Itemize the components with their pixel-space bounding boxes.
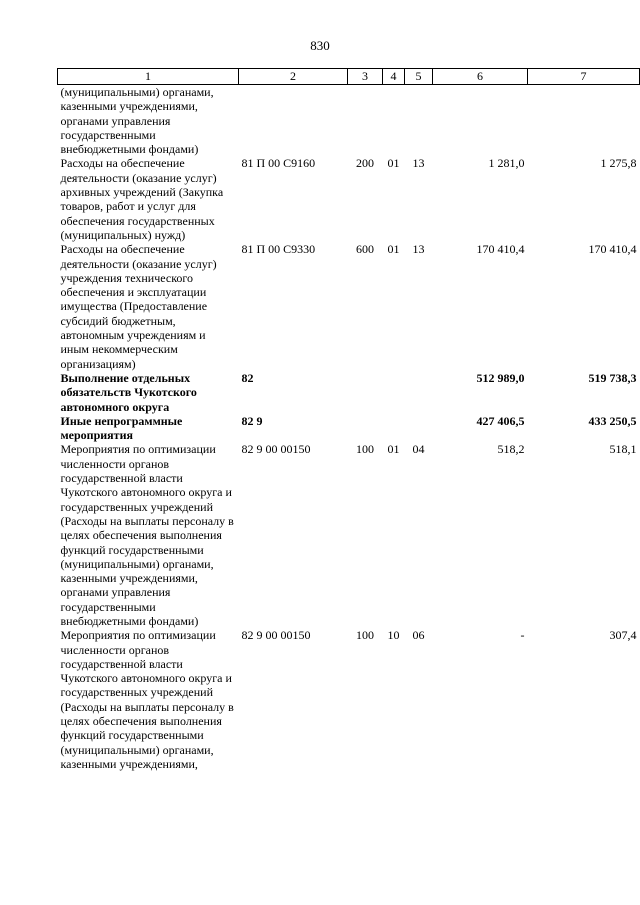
table-row bbox=[58, 242, 640, 371]
table-row bbox=[58, 371, 640, 414]
amount-col-7: 1 275,8 bbox=[600, 156, 637, 171]
expense-type-code bbox=[348, 371, 383, 414]
amount-col-7: 519 738,3 bbox=[588, 370, 637, 385]
expense-name: Выполнение отдельных обязательств Чукотского автономного округа bbox=[60, 370, 197, 414]
page-number: 830 bbox=[310, 38, 330, 53]
subsection-code: 06 bbox=[412, 628, 425, 643]
header-col-3: 3 bbox=[348, 69, 383, 85]
target-article-code: 81 П 00 С9160 bbox=[241, 156, 316, 171]
section-code bbox=[383, 414, 405, 443]
section-code: 01 bbox=[387, 156, 400, 171]
amount-col-6 bbox=[433, 85, 528, 157]
expense-type-code bbox=[348, 85, 383, 157]
target-article-code: 82 9 00 00150 bbox=[241, 442, 311, 457]
header-row bbox=[58, 69, 640, 85]
subsection-code: 13 bbox=[412, 156, 425, 171]
budget-table bbox=[57, 68, 640, 771]
expense-name: Иные непрограммные мероприятия bbox=[60, 413, 183, 443]
subsection-code bbox=[405, 85, 433, 157]
amount-col-6: 427 406,5 bbox=[476, 413, 525, 428]
header-col-7: 7 bbox=[528, 69, 640, 85]
section-code bbox=[383, 85, 405, 157]
expense-type-code: 200 bbox=[356, 156, 374, 171]
expense-type-code: 100 bbox=[356, 442, 374, 457]
amount-col-6: 170 410,4 bbox=[476, 242, 525, 257]
amount-col-7: 170 410,4 bbox=[588, 242, 637, 257]
table-row bbox=[58, 628, 640, 771]
section-code bbox=[383, 371, 405, 414]
amount-col-6: 518,2 bbox=[497, 442, 525, 457]
section-code: 01 bbox=[387, 242, 400, 257]
amount-col-6: 512 989,0 bbox=[476, 370, 525, 385]
header-col-5: 5 bbox=[405, 69, 433, 85]
target-article-code: 81 П 00 С9330 bbox=[241, 242, 316, 257]
amount-col-6: 1 281,0 bbox=[488, 156, 525, 171]
amount-col-7: 518,1 bbox=[609, 442, 637, 457]
expense-name: Мероприятия по оптимизации численности органов государственной власти Чукотского автономного округа и государственных учреждений (Расходы на выплаты персоналу в целях обеспечения выполнения функций государственными (муниципальными) органами, казенными учреждениями, органами управления государственными внебюджетными фондами) bbox=[60, 442, 234, 628]
expense-name: Мероприятия по оптимизации численности органов государственной власти Чукотского автономного округа и государственных учреждений (Расходы на выплаты персоналу в целях обеспечения выполнения функций государственными (муниципальными) органами, казенными учреждениями, bbox=[60, 628, 234, 771]
header-col-2: 2 bbox=[239, 69, 348, 85]
expense-name: Расходы на обеспечение деятельности (оказание услуг) архивных учреждений (Закупка товаров, работ и услуг для обеспечения государственных (муниципальных) нужд) bbox=[60, 156, 224, 242]
table-row bbox=[58, 414, 640, 443]
table-row bbox=[58, 442, 640, 628]
subsection-code bbox=[405, 414, 433, 443]
table-row bbox=[58, 156, 640, 242]
header-col-1: 1 bbox=[58, 69, 239, 85]
header-col-6: 6 bbox=[433, 69, 528, 85]
amount-col-7 bbox=[528, 85, 640, 157]
header-col-4: 4 bbox=[383, 69, 405, 85]
amount-col-7: 433 250,5 bbox=[588, 413, 637, 428]
subsection-code: 13 bbox=[412, 242, 425, 257]
target-article-code: 82 9 00 00150 bbox=[241, 628, 311, 643]
subsection-code: 04 bbox=[412, 442, 425, 457]
target-article-code: 82 bbox=[241, 370, 254, 385]
section-code: 10 bbox=[387, 628, 400, 643]
subsection-code bbox=[405, 371, 433, 414]
table-row bbox=[58, 85, 640, 157]
expense-type-code: 100 bbox=[356, 628, 374, 643]
section-code: 01 bbox=[387, 442, 400, 457]
expense-name: (муниципальными) органами, казенными учреждениями, органами управления государственными внебюджетными фондами) bbox=[60, 85, 214, 157]
target-article-code: 82 9 bbox=[241, 413, 263, 428]
amount-col-7: 307,4 bbox=[609, 628, 637, 643]
amount-col-6: - bbox=[520, 628, 525, 643]
expense-type-code: 600 bbox=[356, 242, 374, 257]
target-article-code bbox=[239, 85, 348, 157]
expense-name: Расходы на обеспечение деятельности (оказание услуг) учреждения технического обеспечения и эксплуатации имущества (Предоставление субсидий бюджетным, автономным учреждениям и иным некоммерческим организациям) bbox=[60, 242, 217, 371]
expense-type-code bbox=[348, 414, 383, 443]
